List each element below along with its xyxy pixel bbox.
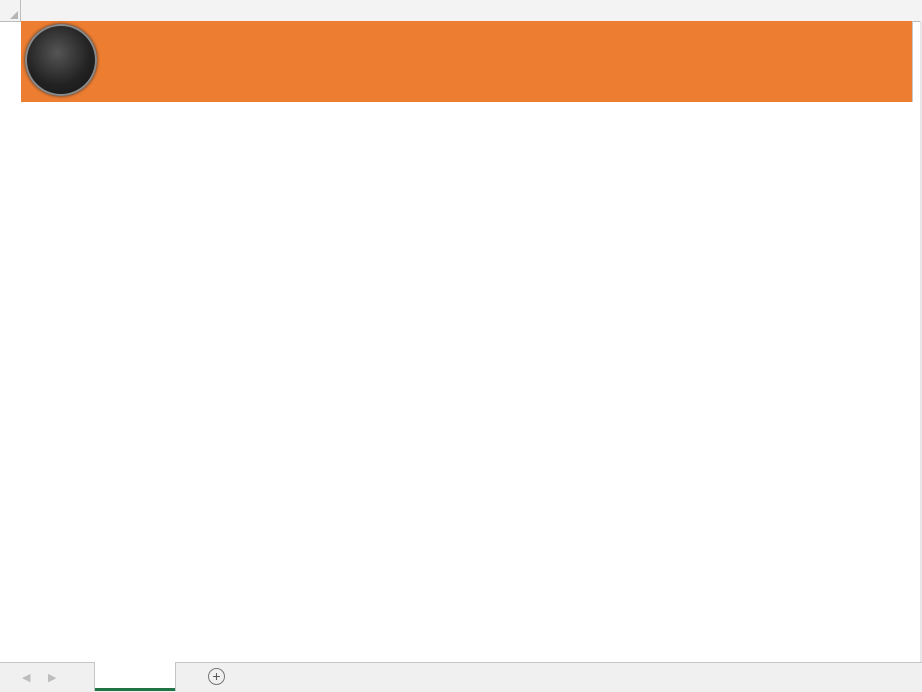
select-all-corner[interactable] — [0, 0, 21, 21]
column-header-bar — [0, 0, 922, 22]
chevron-left-icon[interactable]: ◀ — [22, 672, 31, 684]
sheet-title — [21, 21, 912, 102]
chevron-right-icon[interactable]: ▶ — [48, 672, 57, 684]
plus-circle-icon[interactable]: + — [208, 668, 225, 685]
sheet-tab-bar — [0, 662, 922, 692]
title-banner[interactable] — [21, 21, 913, 102]
title-row — [21, 21, 922, 102]
sheet-tab-planilha1[interactable] — [95, 662, 175, 691]
cell-area[interactable] — [21, 21, 922, 662]
